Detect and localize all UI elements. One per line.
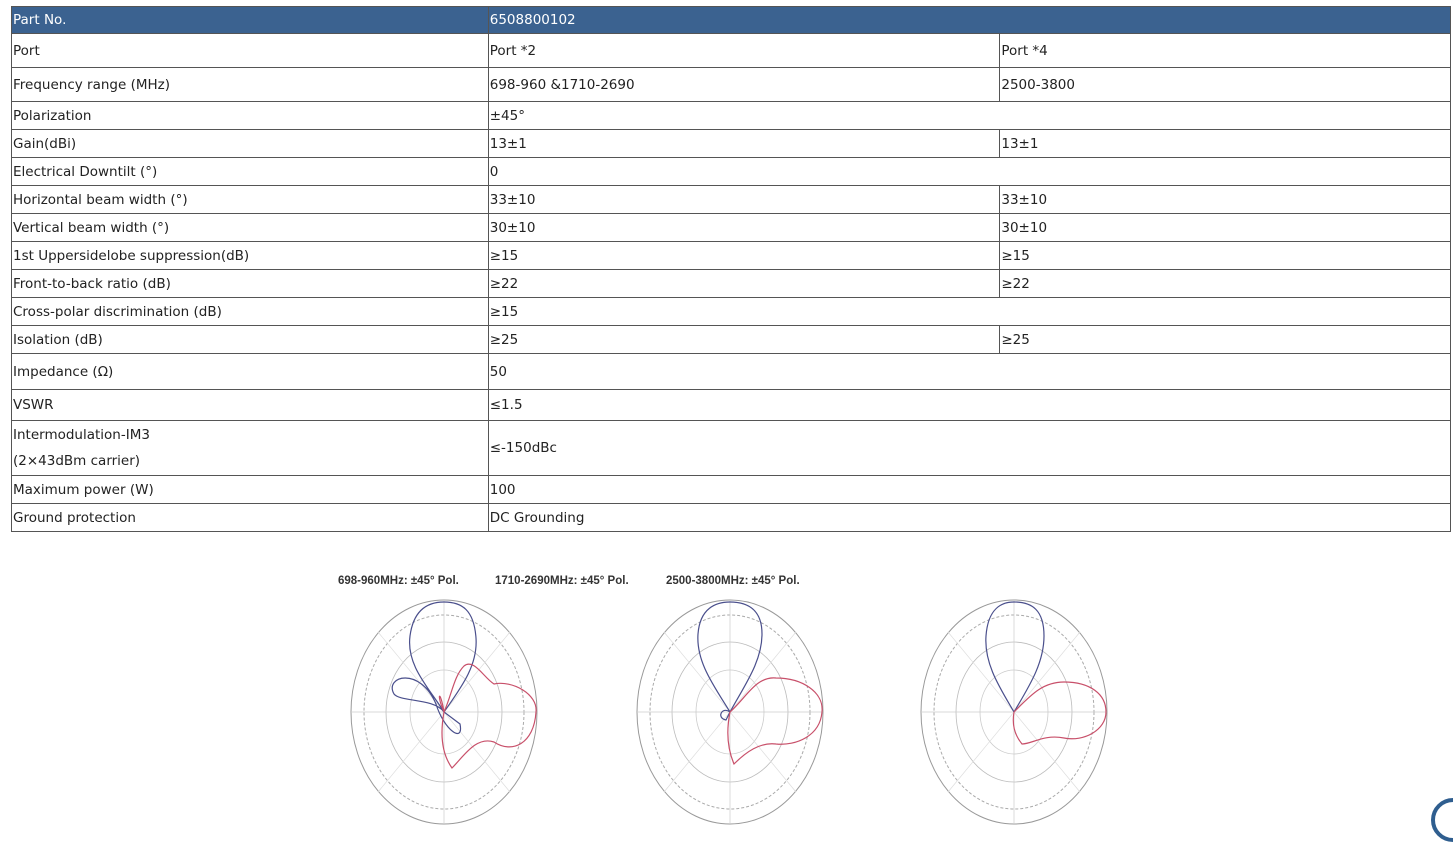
row-label: Electrical Downtilt (°) [12,158,489,186]
row-value-port2: 13±1 [488,130,1000,158]
row-label: Horizontal beam width (°) [12,186,489,214]
row-label: Gain(dBi) [12,130,489,158]
spec-table [11,6,1451,532]
row-label: Frequency range (MHz) [12,68,489,102]
row-label-line1: Intermodulation-IM3 [13,427,150,443]
row-label-line2: (2×43dBm carrier) [13,453,141,469]
row-label: Vertical beam width (°) [12,214,489,242]
row-value: ≤-150dBc [488,421,1450,476]
table-row [12,390,1451,421]
row-label: Isolation (dB) [12,326,489,354]
row-value: ≤1.5 [488,390,1450,421]
row-value-port2: ≥15 [488,242,1000,270]
table-row [12,130,1451,158]
pattern-caption-mid-band: 1710-2690MHz: ±45° Pol. [495,575,629,587]
row-value-port2: Port *2 [488,34,1000,68]
table-header-row [12,7,1451,34]
row-label: Maximum power (W) [12,476,489,504]
table-row [12,214,1451,242]
chat-widget-button[interactable] [1431,798,1453,842]
row-value-port4: 13±1 [1000,130,1451,158]
table-row [12,421,1451,476]
table-row [12,102,1451,130]
table-row [12,242,1451,270]
row-value-port4: ≥15 [1000,242,1451,270]
table-row [12,476,1451,504]
row-value: ±45° [488,102,1450,130]
row-value: 50 [488,354,1450,390]
polar-plot-mid-band [630,594,830,830]
pattern-caption-high-band: 2500-3800MHz: ±45° Pol. [666,575,800,587]
row-value: ≥15 [488,298,1450,326]
table-row [12,186,1451,214]
row-label: Ground protection [12,504,489,532]
row-value-port2: 30±10 [488,214,1000,242]
row-value-port2: ≥25 [488,326,1000,354]
row-value: 100 [488,476,1450,504]
header-value: 6508800102 [488,7,1450,34]
row-label: Polarization [12,102,489,130]
row-value-port4: 2500-3800 [1000,68,1451,102]
row-label: Front-to-back ratio (dB) [12,270,489,298]
row-value-port4: 33±10 [1000,186,1451,214]
row-value-port2: 698-960 &1710-2690 [488,68,1000,102]
row-value-port4: Port *4 [1000,34,1451,68]
table-row [12,68,1451,102]
radiation-patterns-figure [330,572,1130,840]
polar-plot-high-band [914,594,1114,830]
copolar-trace [986,602,1044,712]
row-label [12,421,489,476]
table-row [12,34,1451,68]
row-label: Cross-polar discrimination (dB) [12,298,489,326]
row-value-port4: ≥22 [1000,270,1451,298]
table-row [12,326,1451,354]
table-row [12,504,1451,532]
copolar-trace [392,602,476,733]
row-label: 1st Uppersidelobe suppression(dB) [12,242,489,270]
table-row [12,298,1451,326]
row-value-port4: ≥25 [1000,326,1451,354]
table-row [12,354,1451,390]
polar-plot-low-band [344,594,544,830]
row-value-port2: ≥22 [488,270,1000,298]
row-label: Port [12,34,489,68]
row-value-port2: 33±10 [488,186,1000,214]
row-label: VSWR [12,390,489,421]
row-value: DC Grounding [488,504,1450,532]
row-label: Impedance (Ω) [12,354,489,390]
row-value: 0 [488,158,1450,186]
pattern-caption-low-band: 698-960MHz: ±45° Pol. [338,575,459,587]
row-value-port4: 30±10 [1000,214,1451,242]
table-row [12,270,1451,298]
table-row [12,158,1451,186]
header-label: Part No. [12,7,489,34]
